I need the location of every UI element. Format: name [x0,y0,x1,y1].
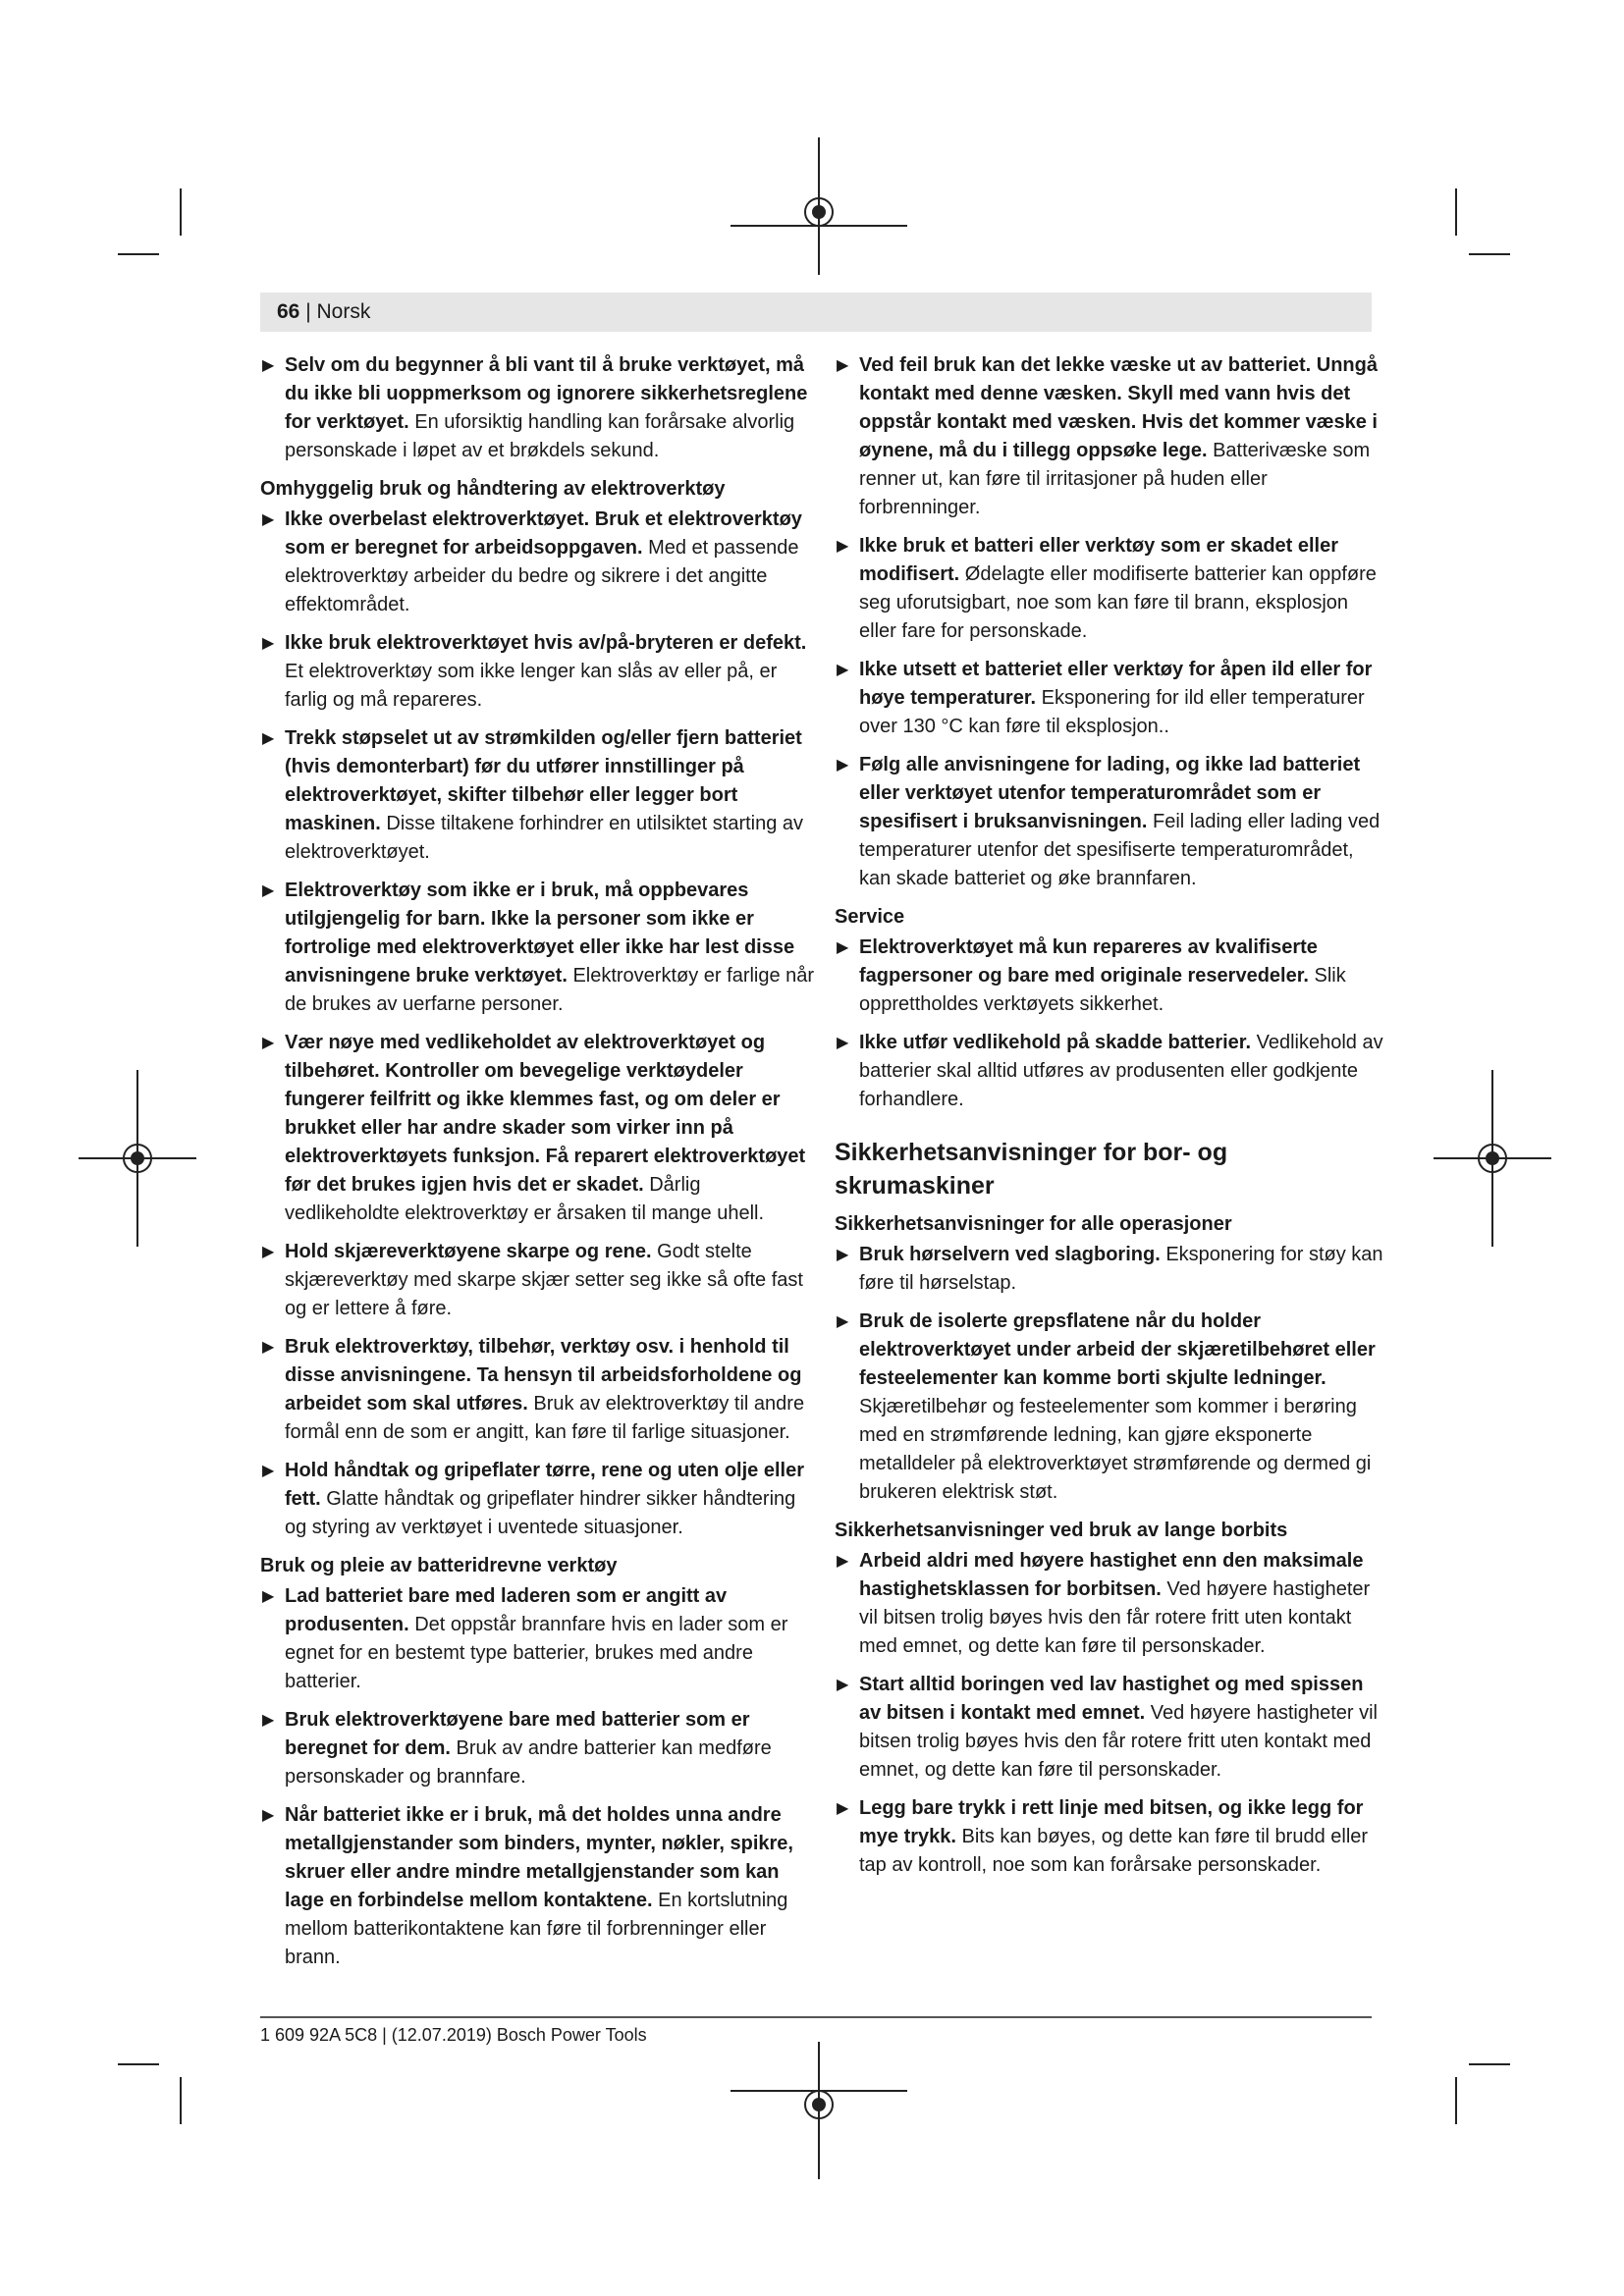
item-text: Skjæretilbehør og festeelementer som kommer i berøring med en strømførende ledning, kan gjøre eksponerte metalldeler på elektroverktøyet strømførende og dermed gi brukeren elektrisk støt. [859,1396,1372,1503]
list-item [260,877,815,1019]
crop-mark [1455,188,1457,236]
item-text: Ødelagte eller modifiserte batterier kan oppføre seg uforutsigbart, noe som kan føre til brann, eksplosjon eller fare for personskade. [859,563,1377,642]
item-text: Batterivæske som renner ut, kan føre til irritasjoner på huden eller forbrenninger. [859,440,1371,518]
item-bold: Ikke bruk elektroverktøyet hvis av/på-bryteren er defekt. [285,632,807,654]
bullet-arrow-icon: ▶ [837,357,849,374]
header-language: Norsk [316,300,371,323]
bullet-arrow-icon: ▶ [837,939,849,956]
page-header-bar [260,293,1372,332]
list-item [260,506,815,619]
section-heading: Bruk og pleie av batteridrevne verktøy [260,1555,618,1576]
header-separator: | [299,300,317,323]
service-items [835,934,1389,1114]
registration-mark-icon [1434,1070,1551,1247]
item-text: Ved høyere hastigheter vil bitsen trolig bøyes hvis den får rotere fritt uten kontakt med emnet, og dette kan føre til personskader. [859,1702,1378,1781]
crop-mark [1469,253,1510,255]
list-item [260,1333,815,1447]
bullet-arrow-icon: ▶ [837,757,849,774]
bullet-arrow-icon: ▶ [262,1244,275,1260]
crop-mark [180,188,182,236]
bullet-arrow-icon: ▶ [262,1339,275,1356]
item-bold: Ved feil bruk kan det lekke væske ut av batteriet. Unngå kontakt med denne væsken. Skyll med vann hvis det oppstår kontakt med væsken. Hvis det kommer væske i øynene, må du i tillegg oppsøke lege. [859,354,1378,461]
bullet-arrow-icon: ▶ [262,357,275,374]
page-number: 66 [277,300,300,323]
item-text: Med et passende elektroverktøy arbeider du bedre og sikrere i det angitte effektområdet. [285,537,799,615]
item-text: Det oppstår brannfare hvis en lader som er egnet for en bestemt type batterier, brukes med andre batterier. [285,1614,788,1692]
footer-divider [260,2016,1372,2018]
list-item [260,629,815,715]
left-sections [260,475,815,1972]
item-bold: Bruk hørselvern ved slagboring. [859,1244,1166,1265]
list-item [835,1547,1389,1661]
item-bold: Start alltid boringen ved lav hastighet og med spissen av bitsen i kontakt med emnet. [859,1674,1364,1724]
item-text: En uforsiktig handling kan forårsake alvorlig personskade i løpet av et brøkdels sekund. [285,411,795,461]
page-footer: 1 609 92A 5C8 | (12.07.2019) Bosch Power Tools [260,2025,647,2045]
section-heading: Omhyggelig bruk og håndtering av elektroverktøy [260,478,726,500]
list-item [835,1241,1389,1298]
bullet-arrow-icon: ▶ [837,1553,849,1570]
crop-mark [180,2077,182,2124]
item-bold: Legg bare trykk i rett linje med bitsen, og ikke legg for mye trykk. [859,1797,1364,1847]
item-bold: Elektroverktøyet må kun repareres av kvalifiserte fagpersoner og bare med originale reservedeler. [859,936,1318,987]
list-item [260,1706,815,1791]
item-bold: Selv om du begynner å bli vant til å bruke verktøyet, må du ikke bli uoppmerksom og ignorere sikkerhetsreglene for verktøyet. [285,354,808,433]
item-bold: Ikke overbelast elektroverktøyet. Bruk et elektroverktøy som er beregnet for arbeidsoppgaven. [285,508,802,559]
bullet-arrow-icon: ▶ [262,635,275,652]
list-item [260,1238,815,1323]
item-bold: Ikke utsett et batteriet eller verktøy for åpen ild eller for høye temperaturer. [859,659,1373,709]
list-item [260,724,815,867]
item-text: Eksponering for støy kan føre til hørselstap. [859,1244,1383,1294]
item-bold: Hold skjæreverktøyene skarpe og rene. [285,1241,658,1262]
list-item [835,351,1389,522]
bullet-arrow-icon: ▶ [262,1035,275,1051]
list-item [835,751,1389,893]
right-sections [835,1210,1389,1880]
item-bold: Bruk elektroverktøyene bare med batterier som er beregnet for dem. [285,1709,750,1759]
bullet-arrow-icon: ▶ [837,1800,849,1817]
list-item [835,656,1389,741]
crop-mark [118,2063,159,2065]
bullet-arrow-icon: ▶ [837,1677,849,1693]
item-text: Bruk av elektroverktøy til andre formål enn de som er angitt, kan føre til farlige situasjoner. [285,1393,805,1443]
bullet-arrow-icon: ▶ [262,511,275,528]
list-item [835,934,1389,1019]
crop-mark [1469,2063,1510,2065]
list-item [835,1029,1389,1114]
bullet-arrow-icon: ▶ [837,538,849,555]
main-section-title: Sikkerhetsanvisninger for bor- og skrumaskiner [835,1139,1228,1200]
item-bold: Trekk støpselet ut av strømkilden og/eller fjern batteriet (hvis demonterbart) før du utfører innstillinger på elektroverktøyet, skifter tilbehør eller legger bort maskinen. [285,727,802,834]
item-text: Et elektroverktøy som ikke lenger kan slås av eller på, er farlig og må repareres. [285,661,778,711]
item-text: Bits kan bøyes, og dette kan føre til brudd eller tap av kontroll, noe som kan forårsake personskader. [859,1826,1369,1876]
item-text: Vedlikehold av batterier skal alltid utføres av produsenten eller godkjente forhandlere. [859,1032,1383,1110]
item-bold: Arbeid aldri med høyere hastighet enn den maksimale hastighetsklassen for borbitsen. [859,1550,1364,1600]
item-text: Eksponering for ild eller temperaturer over 130 °C kan føre til eksplosjon.. [859,687,1365,737]
list-item [835,1794,1389,1880]
item-text: En kortslutning mellom batterikontaktene kan føre til forbrenninger eller brann. [285,1890,788,1968]
item-text: Feil lading eller lading ved temperaturer utenfor det spesifiserte temperaturområdet, kan skade batteriet og øke brannfaren. [859,811,1380,889]
item-bold: Vær nøye med vedlikeholdet av elektroverktøyet og tilbehøret. Kontroller om bevegelige verktøydeler fungerer feilfritt og ikke klemmes fast, og om deler er brukket eller har andre skader som virker inn på elektroverktøyets funksjon. Få reparert elektroverktøyet før det brukes igjen hvis det er skadet. [285,1032,806,1196]
item-text: Slik opprettholdes verktøyets sikkerhet. [859,965,1346,1015]
bullet-arrow-icon: ▶ [837,1247,849,1263]
list-item [260,1457,815,1542]
intro-item [260,351,815,465]
list-item [835,532,1389,646]
crop-mark [118,253,159,255]
item-text: Ved høyere hastigheter vil bitsen trolig bøyes hvis den får rotere fritt uten kontakt med emnet, og dette kan føre til personskader. [859,1578,1371,1657]
item-bold: Når batteriet ikke er i bruk, må det holdes unna andre metallgjenstander som binders, mynter, nøkler, spikre, skruer eller andre mindre metallgjenstander som kan lage en forbindelse mellom kontaktene. [285,1804,793,1911]
section-heading: Service [835,906,905,928]
list-item [260,1801,815,1972]
registration-mark-icon [731,2042,907,2179]
item-bold: Lad batteriet bare med laderen som er angitt av produsenten. [285,1585,728,1635]
right-column [835,351,1389,1890]
page-header [277,297,370,327]
item-bold: Følg alle anvisningene for lading, og ikke lad batteriet eller verktøyet utenfor temperaturområdet som er spesifisert i bruksanvisningen. [859,754,1361,832]
section-heading: Sikkerhetsanvisninger for alle operasjoner [835,1213,1232,1235]
item-text: Dårlig vedlikeholdte elektroverktøy er årsaken til mange uhell. [285,1174,765,1224]
list-item [260,1582,815,1696]
bullet-arrow-icon: ▶ [262,730,275,747]
list-item [835,1671,1389,1785]
item-text: Elektroverktøy er farlige når de brukes av uerfarne personer. [285,965,815,1015]
bullet-arrow-icon: ▶ [262,882,275,899]
registration-mark-icon [731,137,907,275]
bullet-arrow-icon: ▶ [262,1588,275,1605]
item-text: Glatte håndtak og gripeflater hindrer sikker håndtering og styring av verktøyet i uventede situasjoner. [285,1488,796,1538]
bullet-arrow-icon: ▶ [837,1313,849,1330]
item-bold: Hold håndtak og gripeflater tørre, rene og uten olje eller fett. [285,1460,804,1510]
left-column [260,351,815,1982]
item-bold: Ikke bruk et batteri eller verktøy som er skadet eller modifisert. [859,535,1339,585]
item-bold: Bruk elektroverktøy, tilbehør, verktøy osv. i henhold til disse anvisningene. Ta hensyn til arbeidsforholdene og arbeidet som skal utføres. [285,1336,802,1415]
registration-mark-icon [79,1070,196,1247]
crop-mark [1455,2077,1457,2124]
bullet-arrow-icon: ▶ [262,1712,275,1729]
right-lead-items [835,351,1389,893]
item-text: Godt stelte skjæreverktøy med skarpe skjær setter seg ikke så ofte fast og er lettere å føre. [285,1241,803,1319]
item-bold: Bruk de isolerte grepsflatene når du holder elektroverktøyet under arbeid der skjæretilbehøret eller festeelementer kan komme borti skjulte ledninger. [859,1310,1376,1389]
item-text: Bruk av andre batterier kan medføre personskader og brannfare. [285,1737,772,1788]
item-bold: Elektroverktøy som ikke er i bruk, må oppbevares utilgjengelig for barn. Ikke la personer som ikke er fortrolige med elektroverktøyet eller ikke har lest disse anvisningene bruke verktøyet. [285,880,795,987]
list-item [260,1029,815,1228]
bullet-arrow-icon: ▶ [262,1807,275,1824]
item-text: Disse tiltakene forhindrer en utilsiktet starting av elektroverktøyet. [285,813,804,863]
section-heading: Sikkerhetsanvisninger ved bruk av lange borbits [835,1520,1288,1541]
bullet-arrow-icon: ▶ [262,1463,275,1479]
list-item [835,1308,1389,1507]
item-bold: Ikke utfør vedlikehold på skadde batterier. [859,1032,1257,1053]
bullet-arrow-icon: ▶ [837,1035,849,1051]
bullet-arrow-icon: ▶ [837,662,849,678]
